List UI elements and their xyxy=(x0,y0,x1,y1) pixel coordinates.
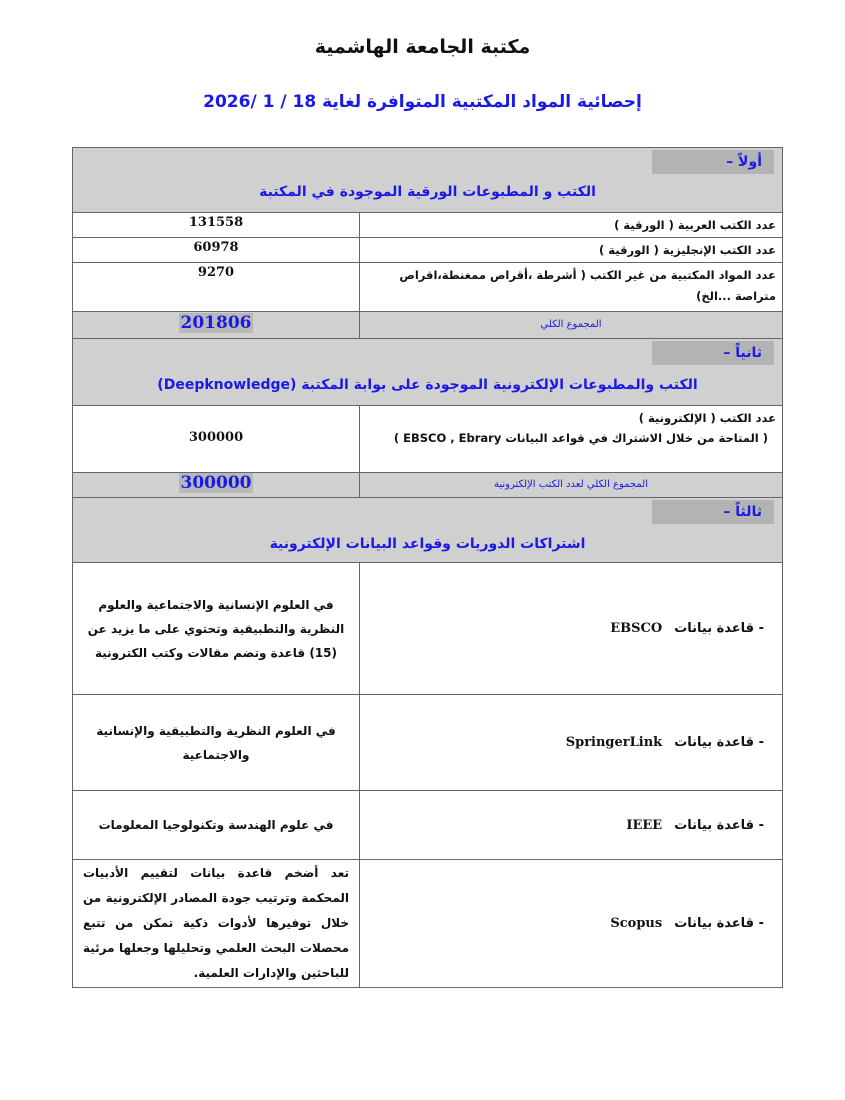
section2-header xyxy=(73,339,782,406)
section3-tag: ثالثاً – xyxy=(652,500,774,524)
section1-tag: أولاً – xyxy=(652,150,774,174)
total-row xyxy=(73,473,782,498)
table-row xyxy=(73,213,782,238)
row-value: 300000 xyxy=(188,430,244,445)
total-value: 201806 xyxy=(180,313,252,333)
row-value: 131558 xyxy=(188,215,244,230)
database-row xyxy=(73,860,782,987)
section1-header xyxy=(73,148,782,213)
section3-title: اشتراكات الدوريات وقواعد البيانات الإلكترونية xyxy=(269,536,586,552)
total-label: المجموع الكلي لعدد الكتب الإلكترونية xyxy=(359,473,782,497)
database-name: IEEE xyxy=(626,817,663,833)
total-value: 300000 xyxy=(180,473,252,493)
database-description: في العلوم الإنسانية والاجتماعية والعلوم النظرية والتطبيقية وتحتوي على ما يزيد عن (15) قاعدة وتضم مقالات وكتب الكترونية xyxy=(87,597,345,660)
row-label xyxy=(359,406,782,472)
row-label: عدد الكتب العربية ( الورقية ) xyxy=(359,213,782,237)
database-name: Scopus xyxy=(610,916,663,931)
table-row xyxy=(73,263,782,312)
row-value: 9270 xyxy=(197,265,235,280)
section3-header xyxy=(73,498,782,563)
row-label-line2: ( المتاحة من خلال الاشتراك في قواعد البيانات EBSCO , Ebrary ) xyxy=(393,431,768,445)
database-description: في علوم الهندسة وتكنولوجيا المعلومات xyxy=(98,818,334,832)
database-label xyxy=(359,563,782,694)
database-name: EBSCO xyxy=(610,621,663,636)
database-label xyxy=(359,791,782,859)
total-row xyxy=(73,312,782,339)
section2-title: الكتب والمطبوعات الإلكترونية الموجودة على بوابة المكتبة (Deepknowledge) xyxy=(157,377,698,393)
section2-tag: ثانياً – xyxy=(652,341,774,365)
database-row xyxy=(73,791,782,860)
row-label: عدد الكتب الإنجليزية ( الورقية ) xyxy=(359,238,782,262)
database-description: في العلوم النظرية والتطبيقية والإنسانية والاجتماعية xyxy=(96,723,336,762)
database-prefix: - قاعدة بيانات xyxy=(674,735,764,750)
institution-title: مكتبة الجامعة الهاشمية xyxy=(314,36,531,58)
section1-title: الكتب و المطبوعات الورقية الموجودة في المكتبة xyxy=(259,184,596,200)
database-row xyxy=(73,695,782,791)
statistics-table xyxy=(72,147,783,988)
table-row xyxy=(73,406,782,473)
row-label-line1: عدد الكتب ( الإلكترونية ) xyxy=(638,411,776,425)
table-row xyxy=(73,238,782,263)
database-name: SpringerLink xyxy=(565,735,663,750)
database-label xyxy=(359,695,782,790)
database-row xyxy=(73,563,782,695)
total-label: المجموع الكلي xyxy=(359,312,782,338)
database-prefix: - قاعدة بيانات xyxy=(674,817,764,833)
database-prefix: - قاعدة بيانات xyxy=(674,621,764,636)
row-value: 60978 xyxy=(193,240,239,255)
database-description: تعد أضخم قاعدة بيانات لتقييم الأدبيات المحكمة وترتيب جودة المصادر الإلكترونية من خلال توفيرها لأدوات ذكية تمكن من تتبع محصلات البحث العلمي وتحليلها وجعلها مرئية للباحثين والإدارات العلمية. xyxy=(83,866,349,980)
report-subtitle: إحصائية المواد المكتبية المتوافرة لغاية 18 / 1 /2026 xyxy=(203,92,642,112)
database-label xyxy=(359,860,782,987)
database-prefix: - قاعدة بيانات xyxy=(674,916,764,931)
row-label: عدد المواد المكتبية من غير الكتب ( أشرطة ،أقراص ممغنطة،اقراص متراصة ...الخ) xyxy=(359,263,782,311)
